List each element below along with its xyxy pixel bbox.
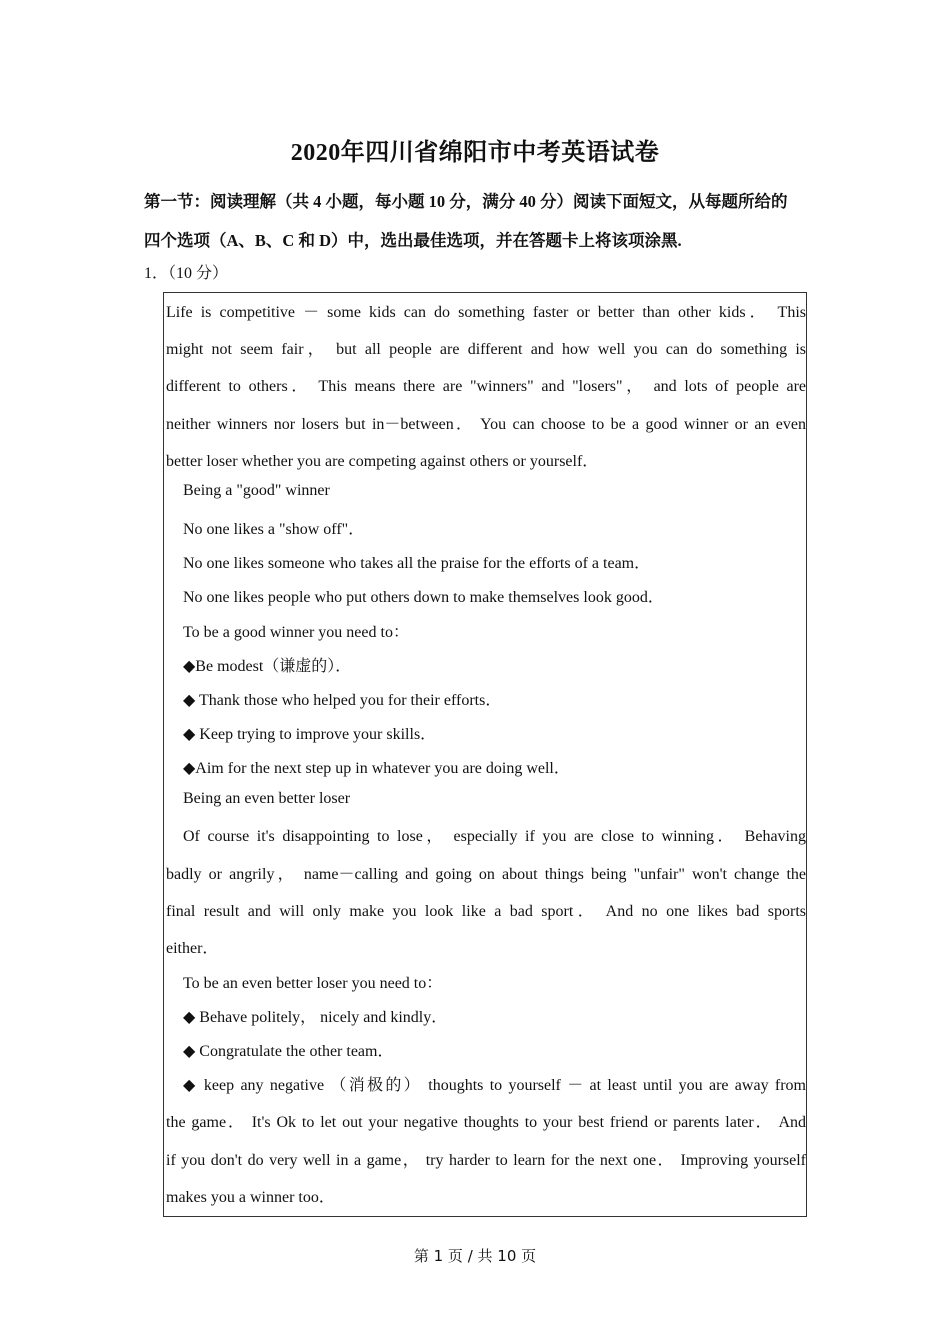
passage-line: different to others． This means there are "winners" and "losers"， and lots of people are bbox=[166, 378, 807, 395]
passage-line: Life is competitive － some kids can do something faster or better than other kids． This bbox=[166, 304, 806, 321]
passage-box bbox=[163, 292, 807, 1217]
passage-line: neither winners nor losers but in－between． You can choose to be a good winner or an even bbox=[166, 416, 806, 433]
passage-bullet: ◆Be modest（谦虚的）． bbox=[183, 658, 352, 675]
passage-line: makes you a winner too． bbox=[166, 1189, 335, 1206]
passage-line: No one likes people who put others down to make themselves look good． bbox=[183, 589, 664, 606]
passage-line: No one likes someone who takes all the praise for the efforts of a team． bbox=[183, 555, 651, 572]
passage-line: the game． It's Ok to let out your negative thoughts to your best friend or parents later． And bbox=[166, 1114, 806, 1131]
passage-subheading: Being a "good" winner bbox=[183, 482, 330, 499]
passage-bullet: ◆ Keep trying to improve your skills． bbox=[183, 726, 437, 743]
passage-bullet: ◆ Thank those who helped you for their efforts． bbox=[183, 692, 502, 709]
passage-line: No one likes a "show off"． bbox=[183, 521, 365, 538]
question-number: 1．（10 分） bbox=[144, 265, 229, 282]
passage-bullet: ◆ keep any negative （消极的） thoughts to yourself － at least until you are away from bbox=[183, 1077, 806, 1094]
passage-line: badly or angrily， name－calling and going on about things being "unfair" won't change the bbox=[166, 866, 807, 883]
passage-line: To be an even better loser you need to： bbox=[183, 975, 443, 992]
passage-bullet: ◆ Congratulate the other team． bbox=[183, 1043, 394, 1060]
passage-line: better loser whether you are competing against others or yourself． bbox=[166, 453, 599, 470]
passage-bullet: ◆Aim for the next step up in whatever you are doing well． bbox=[183, 760, 570, 777]
passage-line: Of course it's disappointing to lose， especially if you are close to winning． Behaving bbox=[183, 828, 807, 845]
passage-line: if you don't do very well in a game， try harder to learn for the next one． Improving yourself bbox=[166, 1152, 807, 1169]
page-footer: 第 1 页 / 共 10 页 bbox=[413, 1247, 537, 1265]
section-instruction-line-1: 第一节：阅读理解（共 4 小题，每小题 10 分，满分 40 分）阅读下面短文，从每题所给的 bbox=[144, 192, 788, 211]
passage-line: might not seem fair， but all people are different and how well you can do something is bbox=[166, 341, 806, 358]
page-title: 2020年四川省绵阳市中考英语试卷 bbox=[290, 140, 660, 166]
section-instruction-line-2: 四个选项（A、B、C 和 D）中，选出最佳选项，并在答题卡上将该项涂黑. bbox=[144, 231, 682, 250]
passage-bullet: ◆ Behave politely， nicely and kindly． bbox=[183, 1009, 448, 1026]
passage-line: final result and will only make you look like a bad sport． And no one likes bad sports bbox=[166, 903, 806, 920]
passage-subheading: Being an even better loser bbox=[183, 790, 351, 807]
passage-line: either． bbox=[166, 940, 219, 957]
passage-line: To be a good winner you need to： bbox=[183, 624, 409, 641]
